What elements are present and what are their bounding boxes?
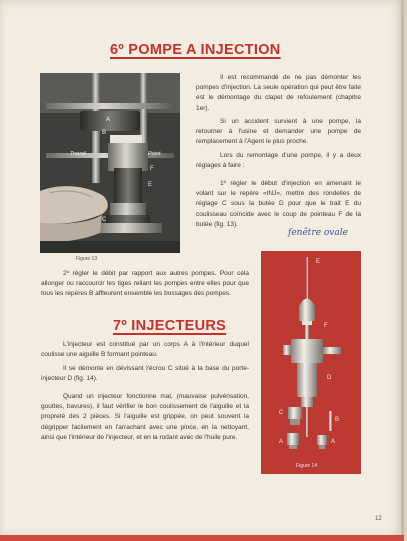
fig14-label-d: D xyxy=(327,375,332,381)
fig14-label-a-right: A xyxy=(331,439,336,445)
paragraph-pompe-3: Lors du remontage d'une pompe, il y a deux réglages à faire : xyxy=(196,152,361,170)
fig13-label-a: A xyxy=(106,117,111,123)
figure-14-caption: Figure 14 xyxy=(296,463,318,469)
figure-13-photo xyxy=(40,73,180,253)
paragraph-injecteurs-3: Quand un injecteur fonctionne mal, (mauvaise pulvérisation, gouttes, bavures), il faut vérifier le bon coulissement de l'aiguille et la propreté des 2 pièces. Si l'aiguille est grippée, on peut souvent la dégripper facilement en l'arrachant avec une pince, en la nettoyant, ainsi que l'intérieur de l'injecteur, et en la rodant avec de l'huile pure. xyxy=(41,393,249,441)
fuel-pump-photo-illustration xyxy=(40,73,180,253)
fig13-label-stop: Point xyxy=(148,151,161,157)
paragraph-pompe-5: 2º régler le débit par rapport aux autres pompes. Pour cela allonger ou raccourcir les tiges reliant les pompes entre elles pour que tous les repères B affleurent ensemble les bossages des pompes. xyxy=(41,270,249,298)
handwritten-note: fenêtre ovale xyxy=(288,228,348,238)
paragraph-pompe-1: Il est recommandé de ne pas démonter les pompes d'injection. La seule opération qui peut être faite est le démontage du clapet de refoulement (chapitre 1er). xyxy=(196,74,361,112)
paragraph-pompe-2: Si un accident survient à une pompe, la retourner à l'usine et demander une pompe de remplacement à l'Agent le plus proche. xyxy=(196,118,361,146)
page-number: 12 xyxy=(375,516,382,522)
figure-14-panel xyxy=(261,251,361,474)
fig14-label-f: F xyxy=(324,323,328,329)
fig14-label-a: A xyxy=(279,439,284,445)
figure-13-caption: Figure 13 xyxy=(76,256,98,262)
section-heading-pompe: 6º POMPE A INJECTION xyxy=(110,42,281,58)
fig14-label-b: B xyxy=(335,417,340,423)
paragraph-pompe-4: 1º régler le début d'injection en amenant le volant sur le repère «INJ», mettre des rondelles de réglage C sous la butée D pour que le trait E du coulisseau coïncide avec le coup de pointeau F de la butée (fig. 13). xyxy=(196,180,361,228)
fig13-label-f: F xyxy=(150,166,154,172)
fig14-label-c: C xyxy=(279,410,284,416)
fig13-label-c: C xyxy=(102,217,107,223)
fig13-label-travail: Travail xyxy=(70,151,87,157)
page-edge-shadow xyxy=(401,0,404,541)
section-heading-injecteurs: 7º INJECTEURS xyxy=(113,318,227,334)
paragraph-injecteurs-2: Il se démonte en dévissant l'écrou C situé à la base du porte-injecteur D (fig. 14). xyxy=(41,365,249,383)
fig13-label-b: B xyxy=(102,130,107,136)
fig14-label-e: E xyxy=(316,259,321,265)
injector-exploded-illustration xyxy=(261,251,361,474)
paragraph-injecteurs-1: L'injecteur est constitué par un corps A à l'intérieur duquel coulisse une aiguille B formant pointeau. xyxy=(41,341,249,359)
fig13-label-e: E xyxy=(148,182,153,188)
bottom-red-band xyxy=(0,535,404,541)
